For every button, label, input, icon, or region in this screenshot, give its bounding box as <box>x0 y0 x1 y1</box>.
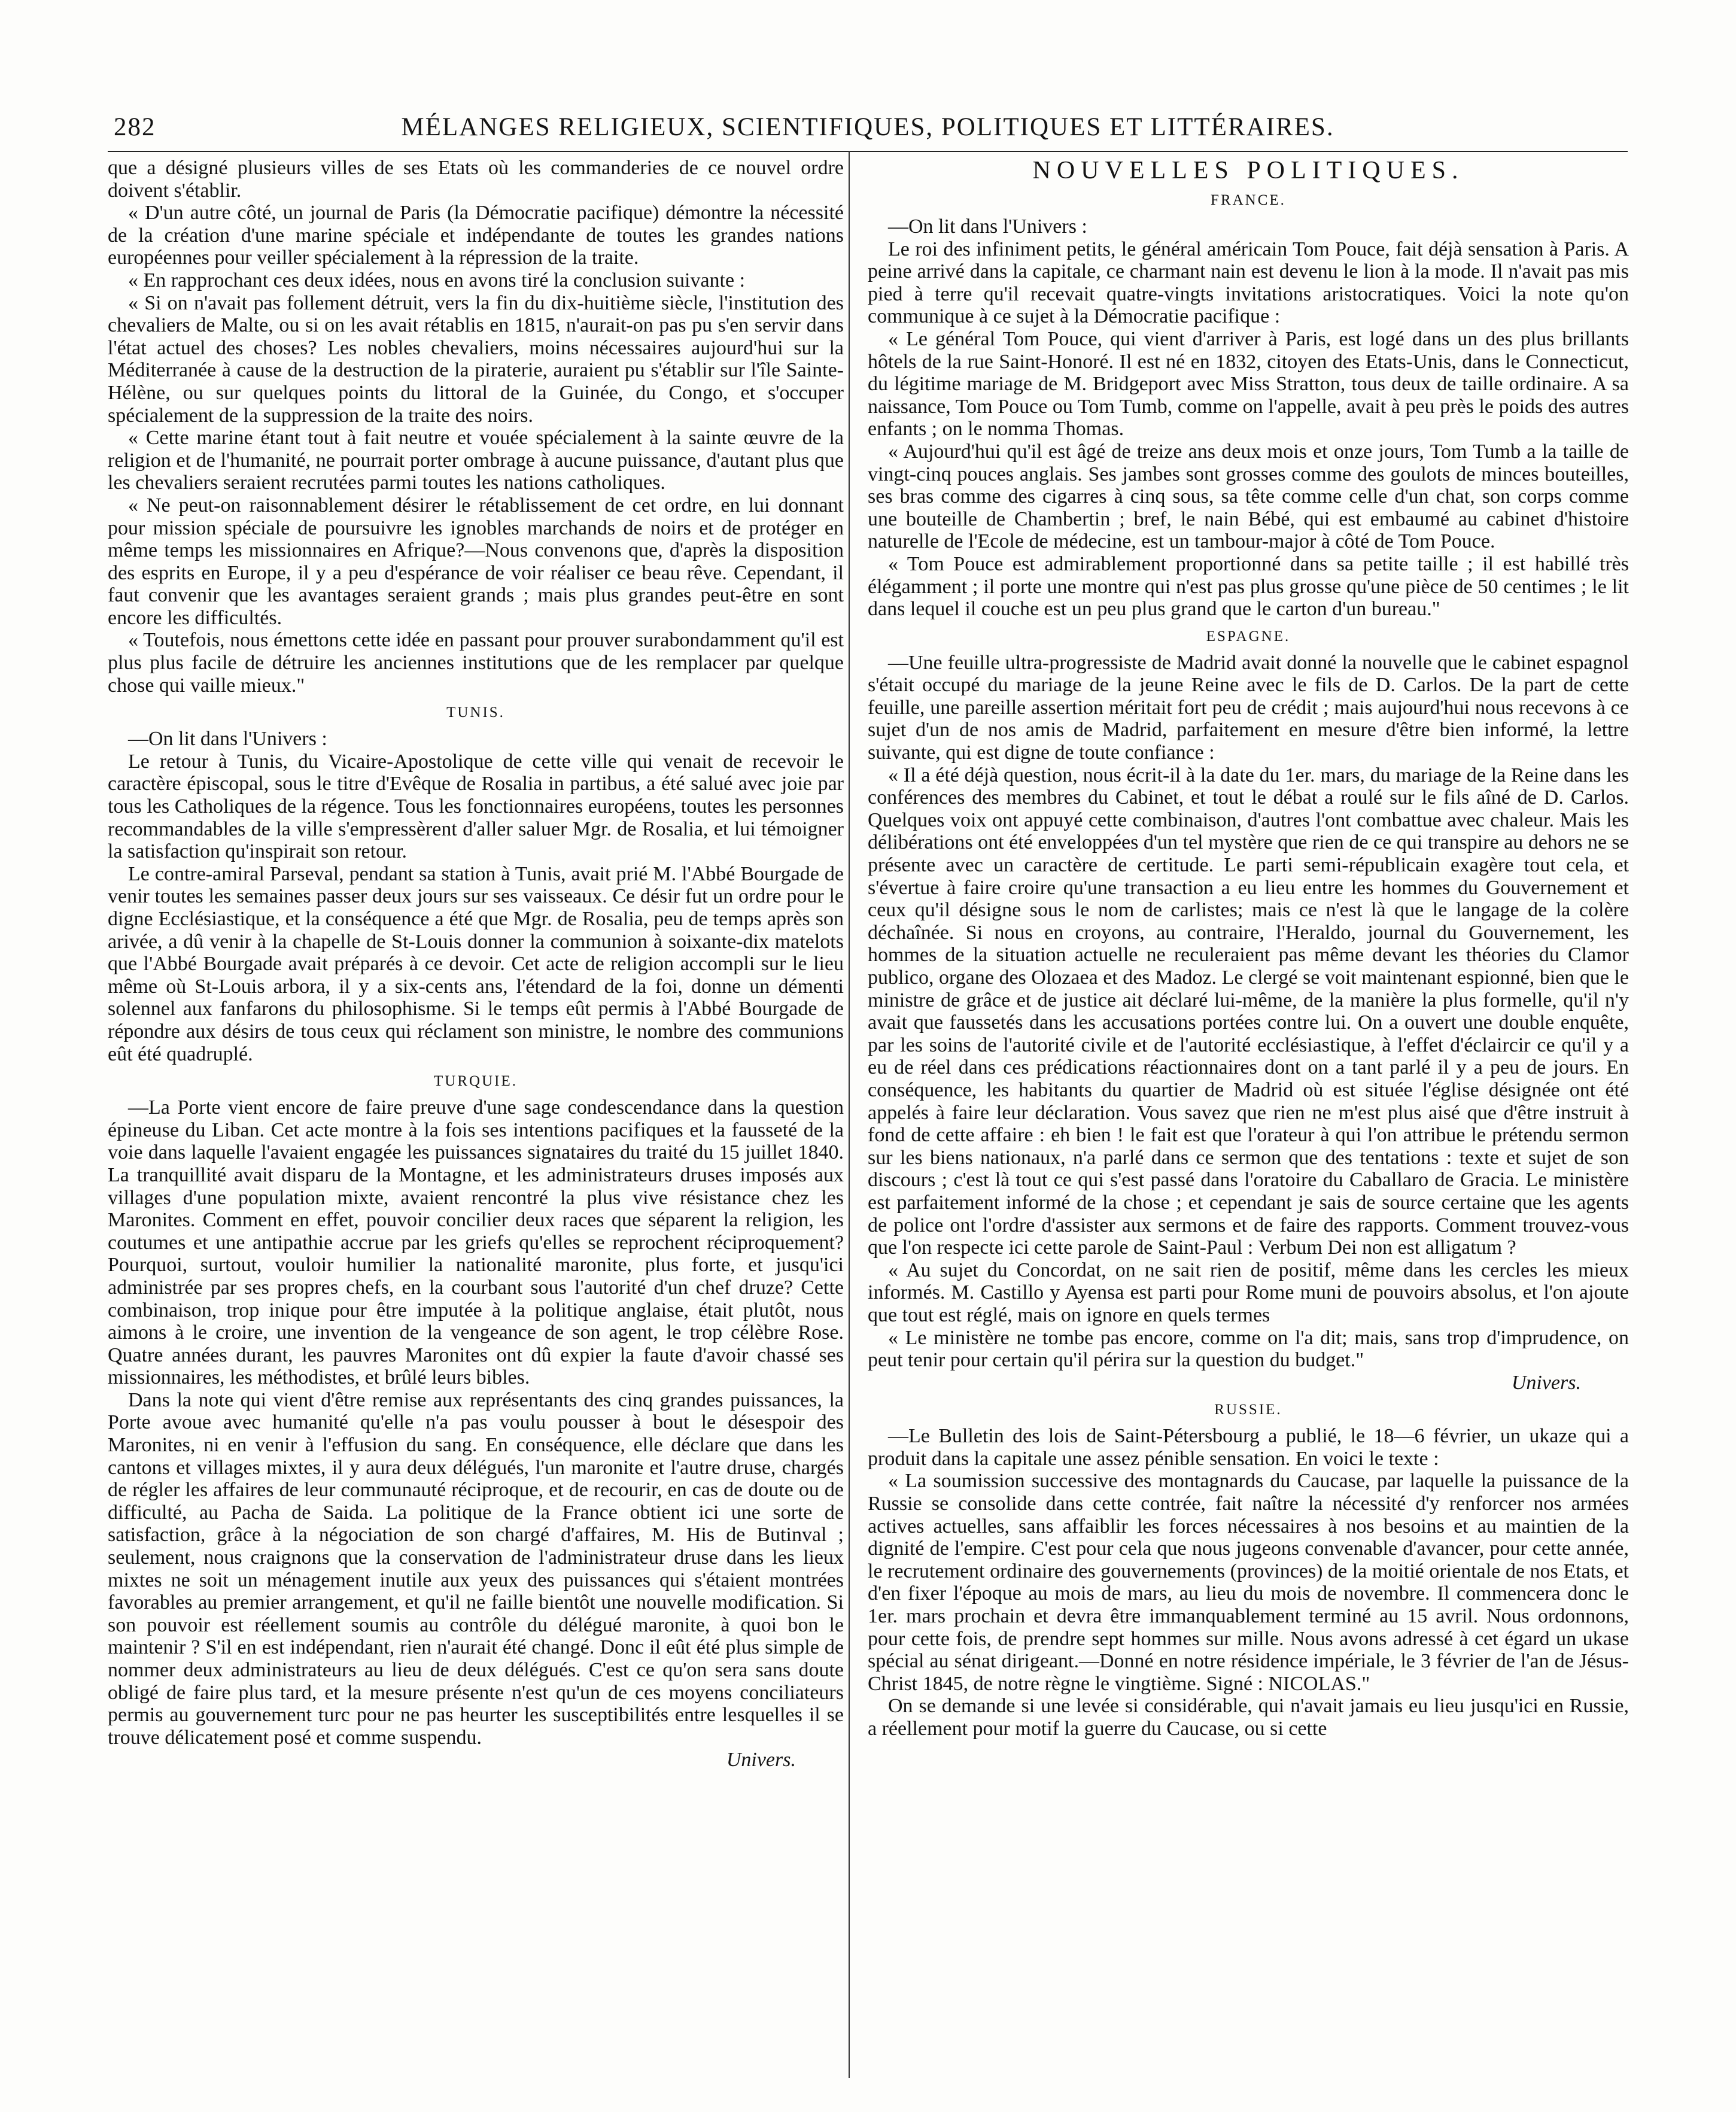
section-heading-tunis: TUNIS. <box>446 704 505 721</box>
paragraph: « Toutefois, nous émettons cette idée en passant pour prouver surabondamment qu'il est plus plus facile de détruire les anciennes institutions que de les remplacer par quelque chose qui vaille mieux." <box>108 629 844 697</box>
paragraph: « Si on n'avait pas follement détruit, vers la fin du dix-huitième siècle, l'institution des chevaliers de Malte, ou si on les avait rétablis en 1815, n'aurait-on pas pu s'en servir dans l'état actuel des choses? Les nobles chevaliers, moins nécessaires aujourd'hui sur la Méditerranée à cause de la destruction de la piraterie, auraient pu s'établir sur l'île Sainte-Hélène, ou sur quelques points du littoral de la Guinée, du Congo, et s'occuper spécialement de la suppression de la traite des noirs. <box>108 291 844 427</box>
column-divider <box>849 151 850 2078</box>
source-signature: Univers. <box>726 1749 796 1771</box>
paragraph: Le roi des infiniment petits, le général américain Tom Pouce, fait déjà sensation à Paris. A peine arrivé dans la capitale, ce charmant nain est devenu le lion à la mode. Il n'avait pas mis pied à terre qu'il recevait quatre-vingts invitations aristocratiques. Voici la note qu'on communique à ce sujet à la Démocratie pacifique : <box>868 238 1629 328</box>
paragraph: « D'un autre côté, un journal de Paris (la Démocratie pacifique) démontre la nécessité de la création d'une marine spéciale et indépendante de toutes les grandes nations européennes pour veiller spécialement à la répression de la traite. <box>108 202 844 269</box>
paragraph: —La Porte vient encore de faire preuve d'une sage condescendance dans la question épineuse du Liban. Cet acte montre à la fois ses intentions pacifiques et la fausseté de la voie dans laquelle l'avaient engagée les puissances signataires du traité du 15 juillet 1840. La tranquillité avait disparu de la Montagne, et les administrateurs druses imposés aux villages d'une population mixte, avaient rencontré la plus vive résistance chez les Maronites. Comment en effet, pouvoir concilier deux races que séparent la religion, les coutumes et une antipathie accrue par les griefs qu'elles se reprochent réciproquement? Pourquoi, surtout, vouloir humilier la nationalité maronite, plus forte, et jusqu'ici administrée par ses propres chefs, en la courbant sous l'autorité d'un chef druze? Cette combinaison, trop inique pour être imputée à la politique anglaise, était plutôt, nous aimons à le croire, une invention de la vengeance de son agent, le trop célèbre Rose. Quatre années durant, les pauvres Maronites ont dû expier la faute d'avoir chassé ses missionnaires, les méthodistes, et brûlé leurs bibles. <box>108 1096 844 1389</box>
paragraph: Le contre-amiral Parseval, pendant sa station à Tunis, avait prié M. l'Abbé Bourgade de venir toutes les semaines passer deux jours sur ses vaisseaux. Ce désir fut un ordre pour le digne Ecclésiastique, et la conséquence a été que Mgr. de Rosalia, peu de temps après son arivée, a dû venir à la chapelle de St-Louis donner la communion à soixante-dix matelots que l'Abbé Bourgade avait préparés à ce devoir. Cet acte de religion accompli sur le lieu même où St-Louis arbora, il y a six-cents ans, l'étendard de la foi, donne un démenti solennel aux fanfarons du philosophisme. Si le temps eût permis à l'Abbé Bourgade de répondre aux désirs de tous ceux qui réclament son ministre, le nombre des communions eût été quadruplé. <box>108 862 844 1065</box>
paragraph: « Le général Tom Pouce, qui vient d'arriver à Paris, est logé dans un des plus brillants hôtels de la rue Saint-Honoré. Il est né en 1832, citoyen des Etats-Unis, dans le Connecticut, du légitime mariage de M. Bridgeport avec Miss Stratton, tous deux de taille ordinaire. A sa naissance, Tom Pouce ou Tom Tumb, comme on l'appelle, avait à peu près le poids des autres enfants ; on le nomma Thomas. <box>868 327 1629 440</box>
section-heading-russie: RUSSIE. <box>1214 1402 1282 1418</box>
paragraph: —Une feuille ultra-progressiste de Madrid avait donné la nouvelle que le cabinet espagnol s'était occupé du mariage de la jeune Reine avec le fils de D. Carlos. De la part de cette feuille, une pareille assertion méritait fort peu de crédit ; mais aujourd'hui nous recevons à ce sujet d'un de nos amis de Madrid, parfaitement en mesure d'être bien informé, la lettre suivante, qui est digne de toute confiance : <box>868 651 1629 764</box>
left-column <box>108 157 844 1771</box>
header-rule <box>108 151 1628 152</box>
paragraph: Le retour à Tunis, du Vicaire-Apostolique de cette ville qui venait de recevoir le caractère épiscopal, sous le titre d'Evêque de Rosalia in partibus, a été salué avec joie par tous les Catholiques de la régence. Tous les fonctionnaires européens, toutes les personnes recommandables de la ville s'empressèrent d'aller saluer Mgr. de Rosalia, et lui témoigner la satisfaction qu'inspirait son retour. <box>108 750 844 863</box>
paragraph: —Le Bulletin des lois de Saint-Pétersbourg a publié, le 18—6 février, un ukaze qui a produit dans la capitale une assez pénible sensation. En voici le texte : <box>868 1425 1629 1470</box>
section-heading-france: FRANCE. <box>1211 192 1286 208</box>
paragraph: « Il a été déjà question, nous écrit-il à la date du 1er. mars, du mariage de la Reine dans les conférences des membres du Cabinet, et tout le débat a roulé sur le fils aîné de D. Carlos. Quelques voix ont appuyé cette combinaison, d'autres l'ont combattue avec chaleur. Mais les délibérations ont été enveloppées d'un tel mystère que rien de ce qui transpire au dehors ne se présente avec un caractère de certitude. Le parti semi-républicain exagère tout cela, et s'évertue à faire croire qu'une transaction a eu lieu entre les hommes du Gouvernement et ceux qu'il désigne sous le nom de carlistes; mais ce n'est là que le langage de la colère déchaînée. Si nous en croyons, au contraire, l'Heraldo, journal du Gouvernement, les hommes de la situation actuelle ne reculeraient pas même devant les théories du Clamor publico, organe des Olozaea et des Madoz. Le clergé se voit maintenant espionné, bien que le ministre de grâce et de justice ait déclaré lui-même, de la manière la plus formelle, qu'il n'y avait que faussetés dans les accusations portées contre lui. On a ouvert une double enquête, par les soins de l'autorité civile et de l'autorité ecclésiastique, à l'effet d'éclaircir ce qu'il y a eu de réel dans ces prédications réactionnaires dont on a tant parlé il y a peu de jours. En conséquence, les habitants du quartier de Madrid où est située l'église désignée ont été appelés à faire leur déclaration. Vous savez que rien ne m'est plus aisé que d'être instruit à fond de cette affaire : eh bien ! le fait est que l'orateur à qui l'on attribue le prétendu sermon sur les biens nationaux, n'a parlé dans ce sermon que des tentations : texte et sujet de son discours ; c'est là tout ce qui s'est passé dans l'oratoire du Caballaro de Gracia. Le ministère est parfaitement informé de la chose ; et cependant je sais de source certaine que les agents de police ont l'ordre d'assister aux sermons et de faire des rapports. Comment trouvez-vous que l'on respecte ici cette parole de Saint-Paul : Verbum Dei non est alligatum ? <box>868 764 1629 1259</box>
paragraph: « Ne peut-on raisonnablement désirer le rétablissement de cet ordre, en lui donnant pour mission spéciale de poursuivre les ignobles marchands de noirs et de protéger en même temps les missionnaires en Afrique?—Nous convenons que, d'après la disposition des esprits en Europe, il y a peu d'espérance de voir réaliser ce beau rêve. Cependant, il faut convenir que les avantages seraient grands ; mais plus grandes peut-être en sont encore les difficultés. <box>108 494 844 629</box>
page-header <box>108 113 1628 148</box>
source-signature: Univers. <box>1511 1371 1581 1394</box>
right-column <box>868 157 1629 1740</box>
section-heading-turquie: TURQUIE. <box>434 1073 518 1090</box>
section-heading-nouvelles-politiques: NOUVELLES POLITIQUES. <box>1032 157 1464 184</box>
paragraph: « Au sujet du Concordat, on ne sait rien de positif, même dans les cercles les mieux informés. M. Castillo y Ayensa est parti pour Rome muni de pouvoirs absolus, et l'on ajoute que tout est réglé, mais on ignore en quels termes <box>868 1259 1629 1326</box>
paragraph: « Le ministère ne tombe pas encore, comme on l'a dit; mais, sans trop d'imprudence, on peut tenir pour certain qu'il périra sur la question du budget." <box>868 1326 1629 1372</box>
paragraph: —On lit dans l'Univers : <box>888 215 1087 238</box>
paragraph: « Aujourd'hui qu'il est âgé de treize ans deux mois et onze jours, Tom Tumb a la taille de vingt-cinq pouces anglais. Ses jambes sont grosses comme des goulots de minces bouteilles, ses bras comme des cigarres à cinq sous, sa tête comme celle d'un chat, son corps comme une bouteille de Chambertin ; bref, le nain Bébé, qui est embaumé au cabinet d'histoire naturelle de l'Ecole de médecine, est un tambour-major à côté de Tom Pouce. <box>868 440 1629 553</box>
page-number: 282 <box>114 113 156 141</box>
paragraph: « La soumission successive des montagnards du Caucase, par laquelle la puissance de la Russie se consolide dans cette contrée, fait naître la nécessité d'y renforcer nos armées actives actuelles, sans affaiblir les forces nécessaires à nos besoins et au maintien de la dignité de l'empire. C'est pour cela que nous jugeons convenable d'avancer, pour cette année, le recrutement ordinaire des gouvernements (provinces) de la moitié orientale de nos Etats, et d'en fixer l'époque au mois de mars, au lieu du mois de novembre. Il commencera donc le 1er. mars prochain et devra être immanquablement terminé au 15 avril. Nous ordonnons, pour cette fois, de prendre sept hommes sur mille. Nous avons adressé à cet égard un ukase spécial au sénat dirigeant.—Donné en notre résidence impériale, le 3 février de l'an de Jésus-Christ 1845, de notre règne le vingtième. Signé : NICOLAS." <box>868 1470 1629 1695</box>
paragraph: que a désigné plusieurs villes de ses Etats où les commanderies de ce nouvel ordre doivent s'établir. <box>108 157 844 202</box>
paragraph: On se demande si une levée si considérable, qui n'avait jamais eu lieu jusqu'ici en Russie, a réellement pour motif la guerre du Caucase, ou si cette <box>868 1695 1629 1740</box>
paragraph: « Tom Pouce est admirablement proportionné dans sa petite taille ; il est habillé très élégamment ; il porte une montre qui n'est pas plus grosse qu'une pièce de 50 centimes ; le lit dans lequel il couche est un peu plus grand que le carton d'un bureau." <box>868 552 1629 621</box>
paragraph: « Cette marine étant tout à fait neutre et vouée spécialement à la sainte œuvre de la religion et de l'humanité, ne pourrait porter ombrage à aucune puissance, d'autant plus que les chevaliers seraient recrutées parmi toutes les nations catholiques. <box>108 427 844 494</box>
paragraph: —On lit dans l'Univers : <box>128 728 327 750</box>
paragraph: « En rapprochant ces deux idées, nous en avons tiré la conclusion suivante : <box>128 269 746 291</box>
section-heading-espagne: ESPAGNE. <box>1206 628 1291 645</box>
paragraph: Dans la note qui vient d'être remise aux représentants des cinq grandes puissances, la Porte avoue avec humanité qu'elle n'a pas voulu pousser à bout le désespoir des Maronites, ni en venir à l'effusion du sang. En conséquence, elle déclare que dans les cantons et villages mixtes, il y aura deux délégués, l'un maronite et l'autre druse, chargés de régler les affaires de leur communauté réciproque, et de recourir, en cas de doute ou de difficulté, au Pacha de Saida. La politique de la France obtient ici une sorte de satisfaction, grâce à la négociation de son chargé d'affaires, M. His de Butinval ; seulement, nous craignons que la conservation de l'administrateur druse dans les lieux mixtes ne soit un ménagement inutile aux yeux des puissances qui s'étaient montrées favorables au premier arrangement, et qu'il ne faille bientôt une nouvelle modification. Si son pouvoir est réellement soumis au contrôle du délégué maronite, à quoi bon le maintenir ? S'il en est indépendant, rien n'aurait été changé. Donc il eût été plus simple de nommer deux administrateurs au lieu de deux délégués. C'est ce qu'on sera sans doute obligé de faire plus tard, et la mesure présente n'est qu'un de ces moyens conciliateurs permis au gouvernement turc pour ne pas heurter les susceptibilités entre lesquelles il se trouve délicatement posé et comme suspendu. <box>108 1388 844 1749</box>
page-title: MÉLANGES RELIGIEUX, SCIENTIFIQUES, POLITIQUES ET LITTÉRAIRES. <box>401 113 1334 141</box>
